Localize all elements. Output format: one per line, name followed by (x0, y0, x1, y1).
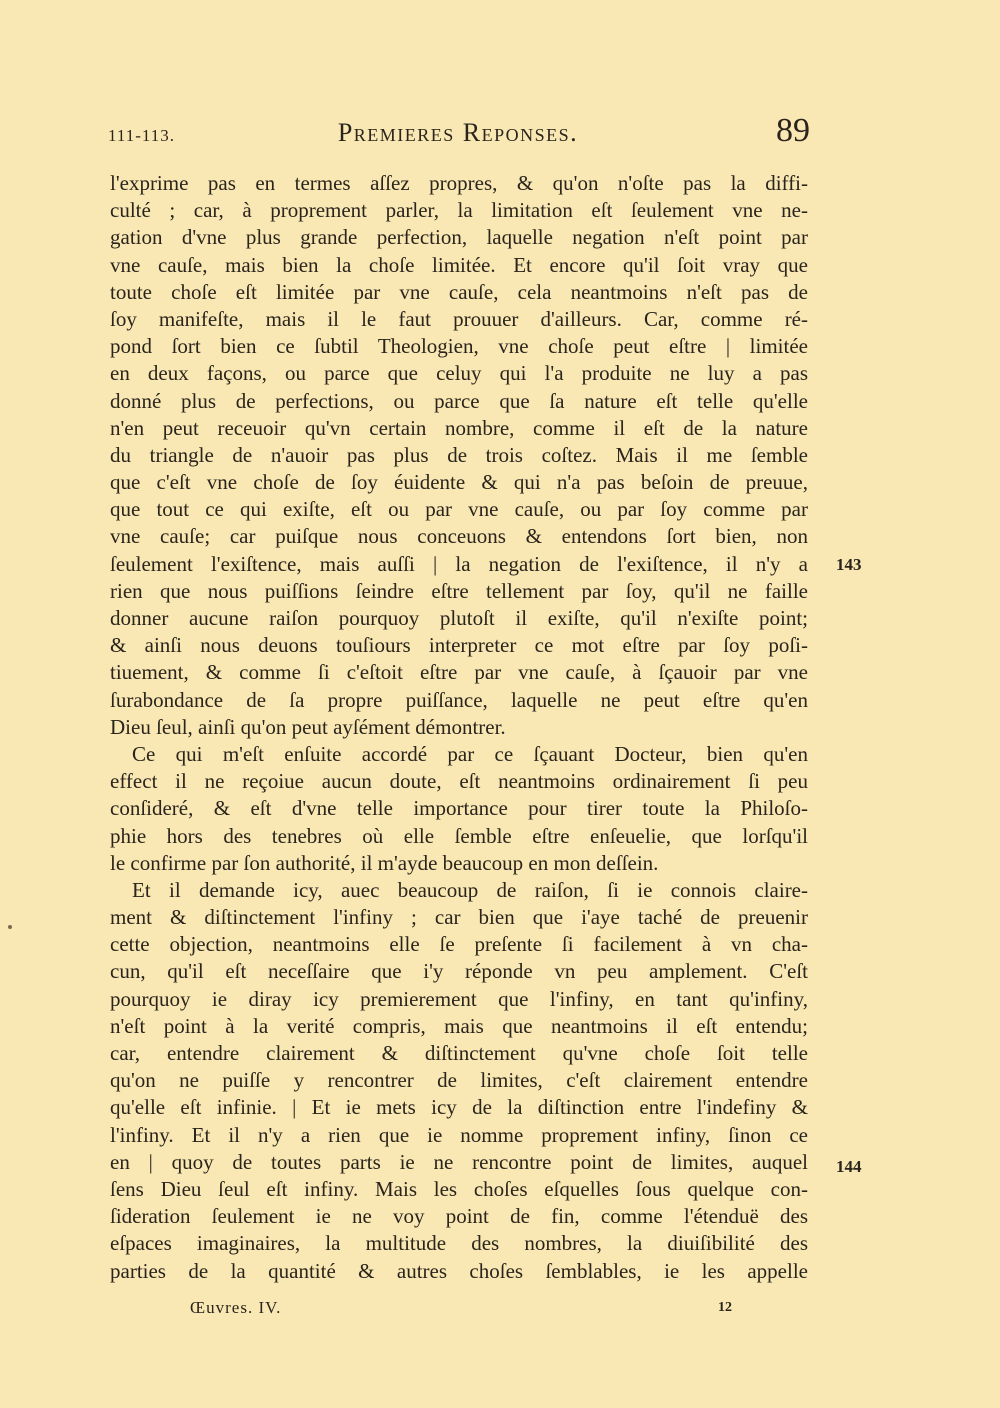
text-line: n'eſt point à la verité compris, mais que neantmoins il eſt entendu; (110, 1013, 808, 1038)
text-line: vne cauſe; car puiſque nous conceuons & entendons ſort bien, non (110, 524, 808, 549)
text-line: rien que nous puiſſions ſeindre eſtre tellement par ſoy, qu'il ne faille (110, 578, 808, 603)
margin-speck (8, 925, 12, 929)
text-line: toute choſe eſt limitée par vne cauſe, cela neantmoins n'eſt pas de (110, 279, 808, 304)
section-range: 111-113. (108, 126, 176, 145)
text-line: que c'eſt vne choſe de ſoy éuidente & qui n'a pas beſoin de preuue, (110, 470, 808, 495)
text-line: l'infiny. Et il n'y a rien que ie nomme proprement infiny, ſinon ce (110, 1122, 808, 1147)
text-line: donner aucune raiſon pourquoy plutoſt il exiſte, qu'il n'exiſte point; (110, 606, 808, 630)
text-line: ment & diſtinctement l'infiny ; car bien que i'aye taché de preuenir (110, 905, 808, 930)
text-line: en deux façons, ou parce que celuy qui l'a produite ne luy a pas (110, 361, 808, 386)
margin-note-144: 144 (836, 1157, 862, 1176)
text-line: parties de la quantité & autres choſes ſemblables, ie les appelle (110, 1258, 808, 1283)
running-title: Premieres Reponses. (337, 118, 579, 147)
text-line: vne cauſe, mais bien la choſe limitée. Et encore qu'il ſoit vray que (110, 252, 808, 277)
body-text (110, 170, 808, 1285)
running-header (108, 112, 808, 162)
text-line: car, entendre clairement & diſtinctement qu'vne choſe ſoit telle (110, 1041, 808, 1065)
text-line: ſens Dieu ſeul eſt infiny. Mais les choſes eſquelles ſous quelque con- (110, 1176, 808, 1201)
text-line: du triangle de n'auoir pas plus de trois coſtez. Mais il me ſemble (110, 442, 808, 467)
text-line: gation d'vne plus grande perfection, laquelle negation n'eſt point par (110, 225, 808, 250)
text-line: ſideration ſeulement ie ne voy point de fin, comme l'étenduë des (110, 1204, 808, 1229)
text-line: le confirme par ſon authorité, il m'ayde beaucoup en mon deſſein. (110, 850, 659, 875)
page-number: 89 (776, 112, 810, 149)
text-line: tiuement, & comme ſi c'eſtoit eſtre par vne cauſe, à ſçauoir par vne (110, 660, 808, 685)
footer-signature: 12 (718, 1300, 732, 1315)
text-line: pond ſort bien ce ſubtil Theologien, vne choſe peut eſtre | limitée (110, 334, 808, 359)
footer-volume: Œuvres. IV. (190, 1298, 282, 1317)
text-line: donné plus de perfections, ou parce que ſa nature eſt telle qu'elle (110, 388, 808, 413)
text-line: eſpaces imaginaires, la multitude des nombres, la diuiſibilité des (110, 1231, 808, 1256)
text-line: Et il demande icy, auec beaucoup de raiſon, ſi ie connois claire- (132, 877, 808, 902)
text-line: ſeulement l'exiſtence, mais auſſi | la negation de l'exiſtence, il n'y a (110, 551, 808, 576)
text-line: effect il ne reçoiue aucun doute, eſt neantmoins ordinairement ſi peu (110, 769, 808, 794)
text-line: phie hors des tenebres où elle ſemble eſtre enſeuelie, que lorſqu'il (110, 823, 808, 848)
text-line: cun, qu'il eſt neceſſaire que i'y réponde vn peu amplement. C'eſt (110, 959, 808, 984)
text-line: conſideré, & eſt d'vne telle importance pour tirer toute la Philoſo- (110, 796, 808, 821)
text-line: qu'elle eſt infinie. | Et ie mets icy de la diſtinction entre l'indefiny & (110, 1095, 808, 1120)
text-line: culté ; car, à proprement parler, la limitation eſt ſeulement vne ne- (110, 198, 808, 223)
text-line: en | quoy de toutes parts ie ne rencontre point de limites, auquel (110, 1149, 808, 1174)
text-line: que tout ce qui exiſte, eſt ou par vne cauſe, ou par ſoy comme par (110, 497, 808, 522)
text-line: cette objection, neantmoins elle ſe preſente ſi facilement à vn cha- (110, 932, 808, 957)
text-line: Ce qui m'eſt enſuite accordé par ce ſçauant Docteur, bien qu'en (132, 741, 808, 766)
text-line: Dieu ſeul, ainſi qu'on peut ayſément démontrer. (110, 714, 506, 739)
text-line: ſurabondance de ſa propre puiſſance, laquelle ne peut eſtre qu'en (110, 687, 808, 712)
text-line: ſoy manifeſte, mais il le faut prouuer d'ailleurs. Car, comme ré- (110, 306, 808, 331)
text-line: n'en peut receuoir qu'vn certain nombre, comme il eſt de la nature (110, 415, 808, 440)
text-line: l'exprime pas en termes aſſez propres, & qu'on n'oſte pas la diffi- (110, 171, 808, 195)
text-line: qu'on ne puiſſe y rencontrer de limites, c'eſt clairement entendre (110, 1068, 808, 1093)
text-line: & ainſi nous deuons touſiours interpreter ce mot eſtre par ſoy poſi- (110, 633, 808, 658)
margin-note-143: 143 (836, 555, 862, 574)
text-line: pourquoy ie diray icy premierement que l'infiny, en tant qu'infiny, (110, 986, 808, 1011)
